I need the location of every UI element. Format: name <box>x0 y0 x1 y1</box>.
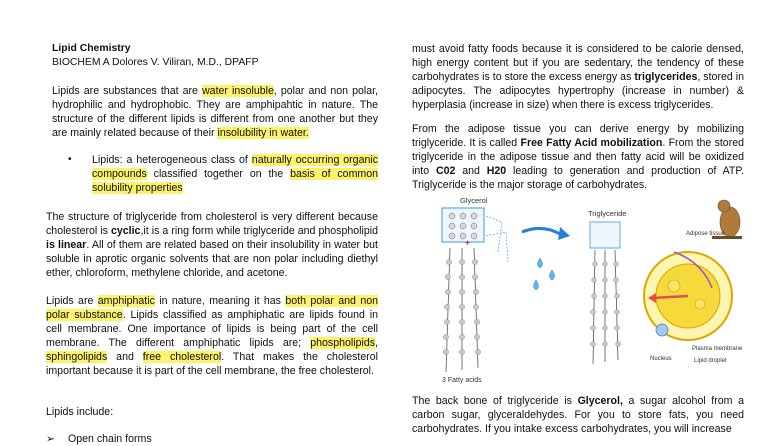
nucleus-label: Nucleus <box>650 356 672 362</box>
triglyceride-figure <box>412 192 744 386</box>
glycerol-atoms <box>449 213 477 239</box>
paragraph-storage: must avoid fatty foods because it is considered to be calorie densed, high energy content but if you are sedentary, the tendency of these carbohydrates is to store the excess energy as triglycerides, stored in adipocytes. The adipocytes hypertrophy (increase in number) & hyperplasia (increase in size) when there is excess triglycerides. <box>412 43 744 111</box>
hydrolysis-lines <box>486 216 508 262</box>
bullet-item <box>52 153 378 195</box>
reaction-arrowhead-icon <box>558 227 570 240</box>
list-item-open-chain: ➢ Open chain forms <box>46 433 152 445</box>
lipid-droplet-label: Lipid droplet <box>694 358 727 364</box>
arrow-bullet-icon: ➢ <box>46 433 55 445</box>
plus-sign: + <box>465 238 471 248</box>
glycerol-label: Glycerol <box>460 196 488 205</box>
fatty-acids-label: 3 Fatty acids <box>442 377 482 384</box>
water-drops-icon <box>534 258 555 290</box>
reaction-arrow <box>522 228 560 234</box>
plasma-membrane-label: Plasma membrane <box>692 346 743 352</box>
paragraph-intro: Lipids are substances that are water insoluble, polar and non polar, hydrophilic and hydrophobic. They are amphipahtic in nature. The structure of the different lipids is different from one another but they are mainly related because of their insolubility in water. <box>52 85 378 139</box>
lipids-include-label: Lipids include: <box>46 406 114 418</box>
doc-title: Lipid Chemistry <box>52 43 131 54</box>
bullet-mark: • <box>68 154 72 165</box>
triglyceride-glycerol-box <box>590 222 620 248</box>
doc-subtitle: BIOCHEM A Dolores V. Viliran, M.D., DPAFP <box>52 57 259 68</box>
highlight-insolubility: insolubility in water. <box>217 127 309 139</box>
highlight-water-insoluble: water insoluble <box>202 85 274 97</box>
bullet-text: Lipids: a heterogeneous class of naturally occurring organic compounds classified together on the basis of common solubility properties <box>92 154 379 194</box>
triglyceride-label: Triglyceride <box>588 209 627 218</box>
triglyceride-chains <box>593 250 618 364</box>
adipose-label: Adipose tissue <box>686 231 726 237</box>
paragraph-glycerol: The back bone of triglyceride is Glycerol, a sugar alcohol from a carbon sugar, glyceraldehydes. For you to store fats, you need carbohydrates. If you intake excess carbohydrates, you will increase <box>412 395 744 435</box>
paragraph-amphiphatic: Lipids are amphiphatic in nature, meaning it has both polar and non polar substance. Lipids classified as amphiphatic are lipids found in cell membrane. One importance of lipids is being part of the cell membrane. The different amphiphatic lipids are; phospholipids, sphingolipids and free cholesterol. That makes the cholesterol important because it is part of the cell membrane, the free cholesterol. <box>46 295 379 377</box>
paragraph-mobilization: From the adipose tissue you can derive energy by mobilizing triglyceride. It is called Free Fatty Acid mobilization. From the stored triglyceride in the adipose tissue and then fatty acid will be oxidized into C02 and H20 leading to generation and production of ATP. Triglyceride is the major storage of carbohydrates. <box>412 123 745 191</box>
paragraph-structure: The structure of triglyceride from cholesterol is very different because cholesterol is cyclic,it is a ring form while triglyceride and phospholipid is linear. All of them are related based on their insolubility in water but soluble in aprotic organic solvents that are non polar including diethyl ether, chloroform, methylene chloride, and acetone. <box>46 211 379 279</box>
